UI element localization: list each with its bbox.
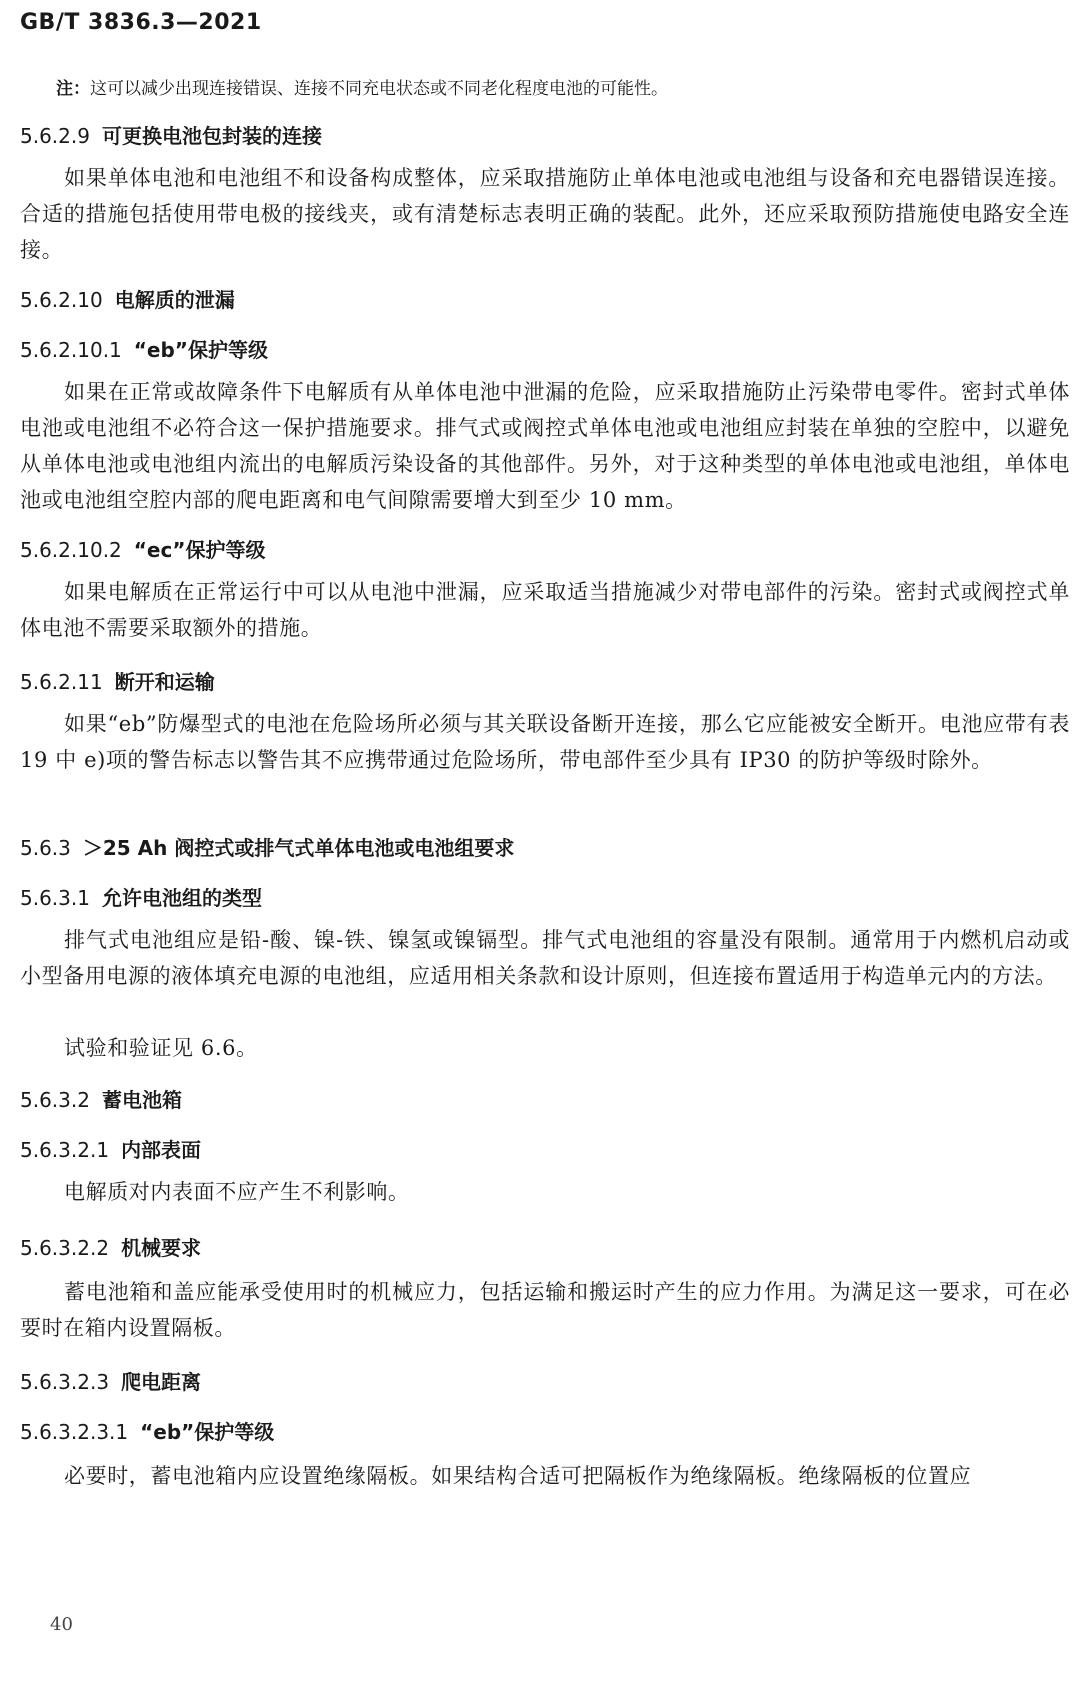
section-title: “ec”保护等级	[133, 538, 266, 562]
section-title: “eb”保护等级	[140, 1420, 275, 1444]
section-heading	[20, 120, 322, 149]
paragraph: 必要时，蓄电池箱内应设置绝缘隔板。如果结构合适可把隔板作为绝缘隔板。绝缘隔板的位置应	[64, 1464, 972, 1488]
section-title: “eb”保护等级	[133, 338, 268, 362]
paragraph: 蓄电池箱和盖应能承受使用时的机械应力，包括运输和搬运时产生的应力作用。为满足这一要求，可在必要时在箱内设置隔板。	[20, 1280, 1070, 1340]
section-number: 5.6.3.2.2	[20, 1236, 110, 1260]
section-heading	[20, 1366, 201, 1395]
paragraph: 如果在正常或故障条件下电解质有从单体电池中泄漏的危险，应采取措施防止污染带电零件。密封式单体电池或电池组不必符合这一保护措施要求。排气式或阀控式单体电池或电池组应封装在单独的空腔中，以避免从单体电池或电池组内流出的电解质污染设备的其他部件。另外，对于这种类型的单体电池或电池组，单体电池或电池组空腔内部的爬电距离和电气间隙需要增大到至少 10 mm。	[20, 380, 1070, 512]
section-heading	[20, 284, 235, 313]
note	[56, 74, 668, 99]
paragraph: 如果单体电池和电池组不和设备构成整体，应采取措施防止单体电池或电池组与设备和充电器错误连接。合适的措施包括使用带电极的接线夹，或有清楚标志表明正确的装配。此外，还应采取预防措施使电路安全连接。	[20, 166, 1070, 262]
section-number: 5.6.2.10	[20, 288, 103, 312]
section-title: 机械要求	[121, 1236, 202, 1260]
section-heading	[20, 832, 514, 861]
section-title: 电解质的泄漏	[114, 288, 235, 312]
page-number: 40	[50, 1614, 73, 1635]
section-heading	[20, 1416, 274, 1445]
section-number: 5.6.3.2.3	[20, 1370, 110, 1394]
section-heading	[20, 334, 268, 363]
section-number: 5.6.2.9	[20, 124, 90, 148]
standard-number-header: GB/T 3836.3—2021	[20, 10, 262, 35]
section-number: 5.6.2.10.1	[20, 338, 122, 362]
section-number: 5.6.3.2.3.1	[20, 1420, 129, 1444]
section-title: ＞25 Ah 阀控式或排气式单体电池或电池组要求	[82, 836, 515, 860]
note-text: 这可以减少出现连接错误、连接不同充电状态或不同老化程度电池的可能性。	[90, 79, 668, 99]
section-number: 5.6.3.2.1	[20, 1138, 110, 1162]
paragraph: 排气式电池组应是铅-酸、镍-铁、镍氢或镍镉型。排气式电池组的容量没有限制。通常用于内燃机启动或小型备用电源的液体填充电源的电池组，应适用相关条款和设计原则，但连接布置适用于构造单元内的方法。	[20, 928, 1070, 988]
section-number: 5.6.2.10.2	[20, 538, 122, 562]
section-number: 5.6.3	[20, 836, 71, 860]
paragraph: 试验和验证见 6.6。	[64, 1036, 258, 1060]
paragraph: 如果电解质在正常运行中可以从电池中泄漏，应采取适当措施减少对带电部件的污染。密封式或阀控式单体电池不需要采取额外的措施。	[20, 580, 1070, 640]
section-title: 内部表面	[121, 1138, 202, 1162]
section-title: 蓄电池箱	[101, 1088, 182, 1112]
section-number: 5.6.3.1	[20, 886, 90, 910]
section-heading	[20, 534, 266, 563]
section-heading	[20, 882, 262, 911]
section-title: 爬电距离	[121, 1370, 202, 1394]
paragraph: 如果“eb”防爆型式的电池在危险场所必须与其关联设备断开连接，那么它应能被安全断开。电池应带有表 19 中 e)项的警告标志以警告其不应携带通过危险场所，带电部件至少具有 IP30 的防护等级时除外。	[20, 712, 1070, 772]
section-title: 可更换电池包封装的连接	[101, 124, 322, 148]
section-number: 5.6.3.2	[20, 1088, 90, 1112]
section-heading	[20, 1134, 201, 1163]
section-title: 断开和运输	[114, 670, 215, 694]
section-number: 5.6.2.11	[20, 670, 103, 694]
note-label: 注：	[56, 79, 90, 99]
section-heading	[20, 1232, 201, 1261]
section-title: 允许电池组的类型	[101, 886, 262, 910]
section-heading	[20, 1084, 182, 1113]
paragraph: 电解质对内表面不应产生不利影响。	[64, 1180, 410, 1204]
section-heading	[20, 666, 215, 695]
